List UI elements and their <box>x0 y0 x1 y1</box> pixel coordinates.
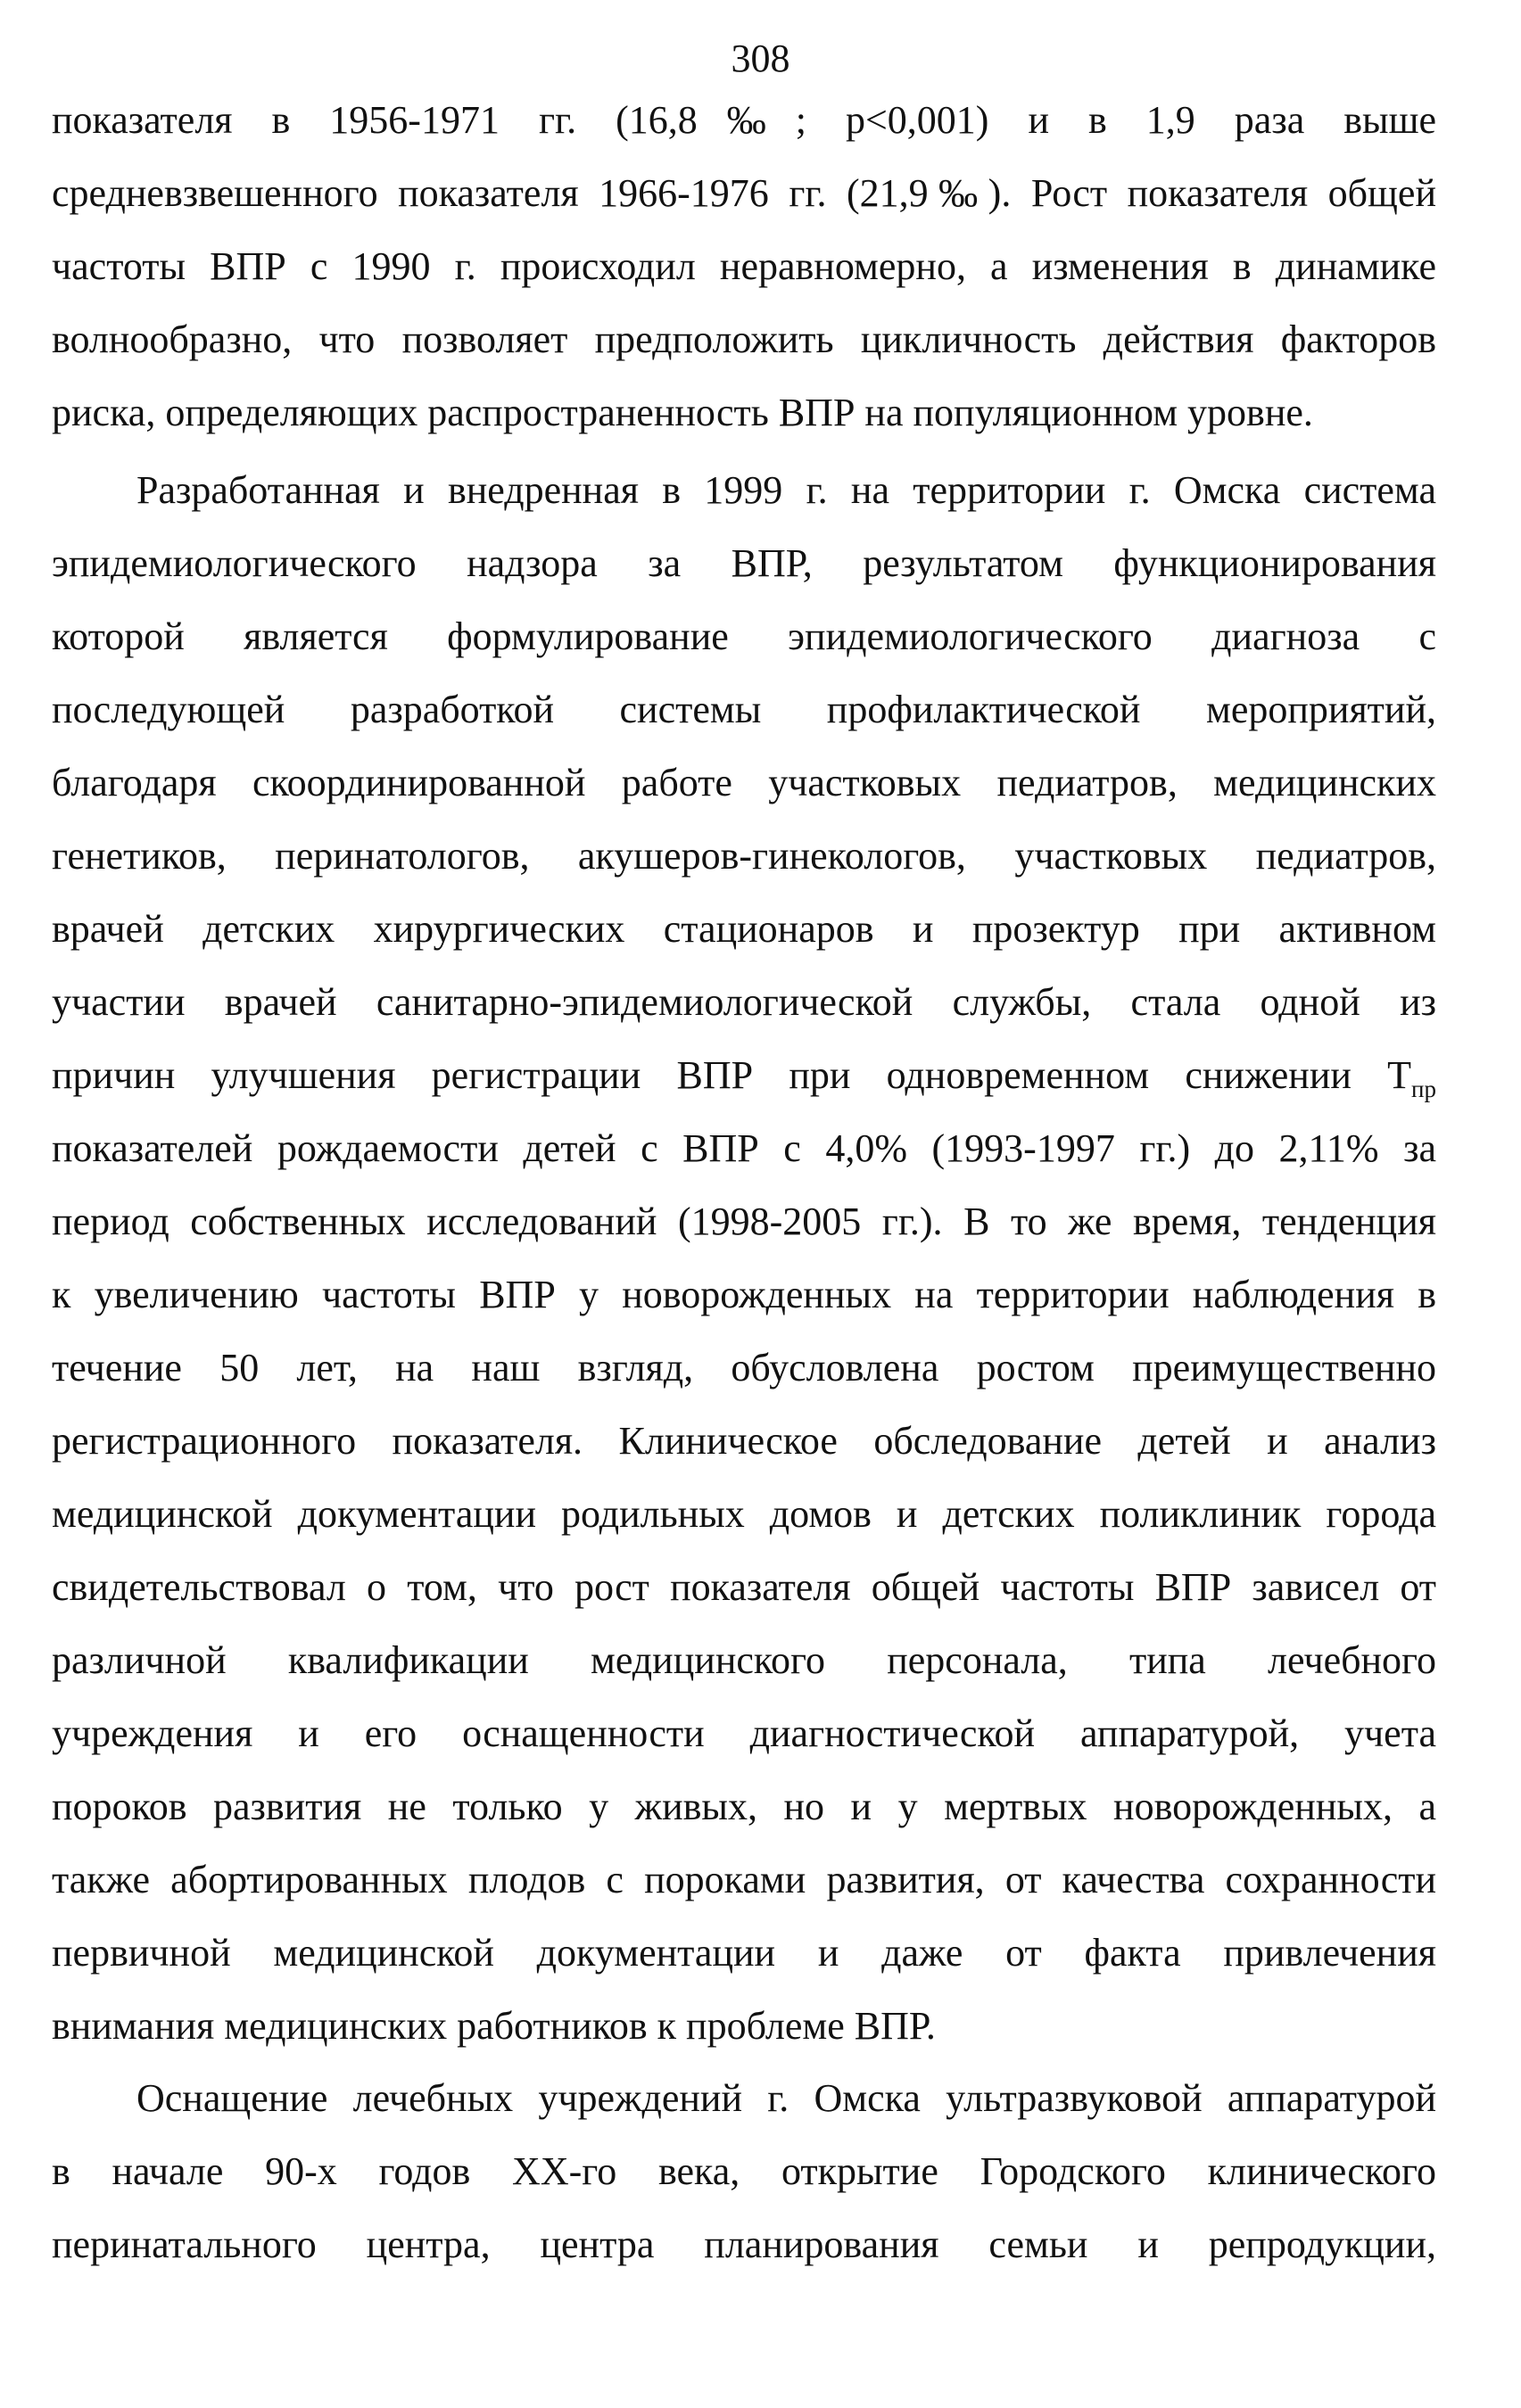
text-line: благодаря скоординированной работе участковых педиатров, медицинских <box>52 761 1436 804</box>
text-line: частоты ВПР с 1990 г. происходил неравномерно, а изменения в динамике <box>52 244 1436 288</box>
text-line: последующей разработкой системы профилактической мероприятий, <box>52 688 1436 731</box>
text-line: первичной медицинской документации и даже от факта привлечения <box>52 1931 1436 1975</box>
text-line: перинатального центра, центра планирования семьи и репродукции, <box>52 2222 1436 2266</box>
text-line: различной квалификации медицинского персонала, типа лечебного <box>52 1638 1436 1682</box>
text-line: к увеличению частоты ВПР у новорожденных на территории наблюдения в <box>52 1273 1436 1316</box>
text-line: медицинской документации родильных домов и детских поликлиник города <box>52 1492 1436 1536</box>
text-line: период собственных исследований (1998-2005 гг.). В то же время, тенденция <box>52 1200 1436 1243</box>
paragraph-1 <box>52 84 1436 449</box>
text-line: течение 50 лет, на наш взгляд, обусловлена ростом преимущественно <box>52 1346 1436 1390</box>
text-line: которой является формулирование эпидемиологического диагноза с <box>52 614 1436 658</box>
text-line: риска, определяющих распространенность ВПР на популяционном уровне. <box>52 391 1313 434</box>
text-line: учреждения и его оснащенности диагностической аппаратурой, учета <box>52 1711 1436 1755</box>
subscript-pr: пр <box>1411 1076 1436 1102</box>
page-number: 308 <box>731 37 790 80</box>
text-line: Оснащение лечебных учреждений г. Омска ультразвуковой аппаратурой <box>136 2076 1436 2120</box>
text-line: врачей детских хирургических стационаров и прозектур при активном <box>52 907 1436 951</box>
text-line: внимания медицинских работников к проблеме ВПР. <box>52 2004 936 2048</box>
text-line: показателей рождаемости детей с ВПР с 4,0% (1993-1997 гг.) до 2,11% за <box>52 1126 1436 1170</box>
text-line: показателя в 1956-1971 гг. (16,8‰; p<0,001) и в 1,9 раза выше <box>52 98 1436 142</box>
text-line: генетиков, перинатологов, акушеров-гинекологов, участковых педиатров, <box>52 834 1436 878</box>
text-line: Разработанная и внедренная в 1999 г. на территории г. Омска система <box>136 468 1436 512</box>
text-line-main: причин улучшения регистрации ВПР при одновременном снижении Т <box>52 1053 1412 1097</box>
text-line: средневзвешенного показателя 1966-1976 гг. (21,9‰). Рост показателя общей <box>52 171 1436 215</box>
text-line: эпидемиологического надзора за ВПР, результатом функционирования <box>52 541 1436 585</box>
paragraph-2 <box>52 454 1436 2063</box>
text-line: участии врачей санитарно-эпидемиологической службы, стала одной из <box>52 980 1436 1024</box>
paragraph-3 <box>52 2062 1436 2281</box>
text-line: в начале 90-х годов XX-го века, открытие Городского клинического <box>52 2149 1436 2193</box>
text-line: пороков развития не только у живых, но и у мертвых новорожденных, а <box>52 1785 1436 1828</box>
text-line: свидетельствовал о том, что рост показателя общей частоты ВПР зависел от <box>52 1565 1436 1609</box>
text-line-with-subscript <box>52 1039 1436 1112</box>
text-line: регистрационного показателя. Клиническое обследование детей и анализ <box>52 1419 1436 1463</box>
text-line: волнообразно, что позволяет предположить цикличность действия факторов <box>52 317 1436 361</box>
text-line: также абортированных плодов с пороками развития, от качества сохранности <box>52 1858 1436 1901</box>
